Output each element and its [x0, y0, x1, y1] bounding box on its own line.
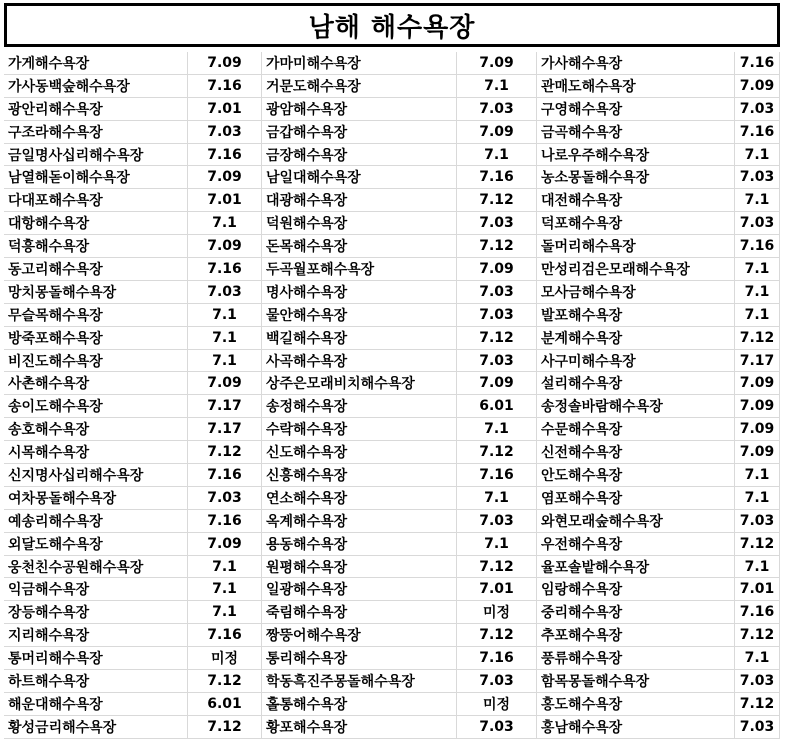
beach-name: 학동흑진주몽돌해수욕장	[262, 670, 457, 693]
beach-name: 비진도해수욕장	[4, 350, 188, 373]
beach-name: 덕흥해수욕장	[4, 235, 188, 258]
opening-date: 7.1	[188, 212, 262, 235]
opening-date: 7.12	[457, 441, 537, 464]
beach-name: 원평해수욕장	[262, 556, 457, 579]
opening-date: 7.12	[735, 693, 780, 716]
opening-date: 7.12	[735, 533, 780, 556]
beach-name: 대광해수욕장	[262, 189, 457, 212]
beach-name: 와현모래숲해수욕장	[537, 510, 735, 533]
beach-name: 우전해수욕장	[537, 533, 735, 556]
beach-name: 상주은모래비치해수욕장	[262, 372, 457, 395]
beach-name: 돌머리해수욕장	[537, 235, 735, 258]
beach-name: 두곡월포해수욕장	[262, 258, 457, 281]
opening-date: 7.12	[457, 235, 537, 258]
opening-date: 6.01	[188, 693, 262, 716]
beach-name: 하트해수욕장	[4, 670, 188, 693]
opening-date: 7.01	[188, 98, 262, 121]
opening-date: 7.09	[735, 418, 780, 441]
opening-date: 7.03	[735, 98, 780, 121]
opening-date: 7.16	[188, 464, 262, 487]
beach-name: 안도해수욕장	[537, 464, 735, 487]
opening-date: 7.03	[735, 166, 780, 189]
beach-name: 무슬목해수욕장	[4, 304, 188, 327]
beach-name: 수락해수욕장	[262, 418, 457, 441]
beach-name: 만성리검은모래해수욕장	[537, 258, 735, 281]
opening-date: 7.12	[735, 624, 780, 647]
opening-date: 7.1	[735, 647, 780, 670]
beach-name: 익금해수욕장	[4, 578, 188, 601]
opening-date: 7.1	[188, 350, 262, 373]
opening-date: 7.1	[735, 464, 780, 487]
opening-date: 7.1	[188, 601, 262, 624]
beach-name: 금일명사십리해수욕장	[4, 144, 188, 167]
beach-name: 수문해수욕장	[537, 418, 735, 441]
opening-date: 7.16	[188, 75, 262, 98]
beach-name: 덕포해수욕장	[537, 212, 735, 235]
beach-name: 광암해수욕장	[262, 98, 457, 121]
opening-date: 7.09	[188, 52, 262, 75]
opening-date: 7.1	[735, 189, 780, 212]
opening-date: 7.03	[735, 212, 780, 235]
beach-name: 가마미해수욕장	[262, 52, 457, 75]
beach-name: 송호해수욕장	[4, 418, 188, 441]
beach-name: 율포솔밭해수욕장	[537, 556, 735, 579]
beach-name: 홍남해수욕장	[537, 716, 735, 739]
beach-name: 동고리해수욕장	[4, 258, 188, 281]
beach-name: 함목몽돌해수욕장	[537, 670, 735, 693]
beach-name: 통리해수욕장	[262, 647, 457, 670]
opening-date: 7.03	[188, 281, 262, 304]
title-box	[4, 3, 780, 47]
beach-name: 여차몽돌해수욕장	[4, 487, 188, 510]
opening-date: 7.17	[188, 395, 262, 418]
beach-name: 덕원해수욕장	[262, 212, 457, 235]
opening-date: 7.01	[188, 189, 262, 212]
opening-date: 7.09	[188, 166, 262, 189]
beach-name: 연소해수욕장	[262, 487, 457, 510]
beach-name: 죽림해수욕장	[262, 601, 457, 624]
opening-date: 미정	[457, 601, 537, 624]
opening-date: 7.01	[457, 578, 537, 601]
opening-date: 7.16	[457, 647, 537, 670]
beach-name: 금곡해수욕장	[537, 121, 735, 144]
beach-name: 일광해수욕장	[262, 578, 457, 601]
beach-name: 홀통해수욕장	[262, 693, 457, 716]
opening-date: 7.09	[188, 533, 262, 556]
opening-date: 7.1	[735, 487, 780, 510]
beach-name: 신도해수욕장	[262, 441, 457, 464]
beach-name: 추포해수욕장	[537, 624, 735, 647]
opening-date: 7.16	[457, 464, 537, 487]
beach-name: 황성금리해수욕장	[4, 716, 188, 739]
opening-date: 7.17	[735, 350, 780, 373]
opening-date: 7.1	[188, 327, 262, 350]
beach-name: 명사해수욕장	[262, 281, 457, 304]
beach-name: 사곡해수욕장	[262, 350, 457, 373]
beach-name: 대전해수욕장	[537, 189, 735, 212]
opening-date: 7.17	[188, 418, 262, 441]
opening-date: 7.1	[735, 258, 780, 281]
opening-date: 7.16	[735, 235, 780, 258]
opening-date: 7.09	[457, 372, 537, 395]
opening-date: 7.16	[188, 258, 262, 281]
opening-date: 7.1	[457, 144, 537, 167]
opening-date: 7.09	[735, 75, 780, 98]
opening-date: 7.03	[457, 304, 537, 327]
opening-date: 7.03	[457, 716, 537, 739]
beach-name: 금장해수욕장	[262, 144, 457, 167]
opening-date: 7.12	[188, 716, 262, 739]
opening-date: 7.1	[735, 556, 780, 579]
beach-name: 장등해수욕장	[4, 601, 188, 624]
beach-name: 통머리해수욕장	[4, 647, 188, 670]
beach-name: 물안해수욕장	[262, 304, 457, 327]
opening-date: 7.16	[735, 601, 780, 624]
opening-date: 7.09	[735, 395, 780, 418]
beach-name: 송정해수욕장	[262, 395, 457, 418]
opening-date: 7.03	[457, 212, 537, 235]
beach-name: 외달도해수욕장	[4, 533, 188, 556]
beach-name: 금갑해수욕장	[262, 121, 457, 144]
beach-name: 송이도해수욕장	[4, 395, 188, 418]
opening-date: 7.16	[188, 144, 262, 167]
opening-date: 7.12	[457, 327, 537, 350]
opening-date: 7.12	[457, 624, 537, 647]
beach-name: 임랑해수욕장	[537, 578, 735, 601]
opening-date: 7.1	[457, 487, 537, 510]
beach-name: 웅천친수공원해수욕장	[4, 556, 188, 579]
opening-date: 7.16	[188, 624, 262, 647]
beach-name: 용동해수욕장	[262, 533, 457, 556]
opening-date: 7.03	[457, 281, 537, 304]
opening-date: 7.16	[735, 52, 780, 75]
beach-name: 송정솔바람해수욕장	[537, 395, 735, 418]
beach-name: 황포해수욕장	[262, 716, 457, 739]
opening-date: 7.09	[457, 121, 537, 144]
opening-date: 7.03	[735, 670, 780, 693]
beach-name: 발포해수욕장	[537, 304, 735, 327]
opening-date: 7.1	[735, 281, 780, 304]
beach-table	[4, 52, 780, 739]
opening-date: 7.1	[457, 75, 537, 98]
opening-date: 7.09	[457, 258, 537, 281]
opening-date: 7.1	[735, 304, 780, 327]
beach-name: 가게해수욕장	[4, 52, 188, 75]
opening-date: 7.1	[457, 533, 537, 556]
beach-name: 신전해수욕장	[537, 441, 735, 464]
beach-name: 지리해수욕장	[4, 624, 188, 647]
beach-name: 망치몽돌해수욕장	[4, 281, 188, 304]
beach-name: 염포해수욕장	[537, 487, 735, 510]
beach-name: 중리해수욕장	[537, 601, 735, 624]
opening-date: 7.03	[188, 487, 262, 510]
beach-name: 시목해수욕장	[4, 441, 188, 464]
beach-name: 남일대해수욕장	[262, 166, 457, 189]
opening-date: 7.03	[735, 716, 780, 739]
opening-date: 7.09	[735, 441, 780, 464]
opening-date: 7.16	[735, 121, 780, 144]
beach-name: 거문도해수욕장	[262, 75, 457, 98]
page-title: 남해 해수욕장	[308, 12, 476, 43]
opening-date: 7.03	[457, 350, 537, 373]
opening-date: 7.09	[188, 235, 262, 258]
opening-date: 7.16	[188, 510, 262, 533]
opening-date: 7.12	[735, 327, 780, 350]
beach-name: 설리해수욕장	[537, 372, 735, 395]
opening-date: 7.12	[188, 441, 262, 464]
opening-date: 7.01	[735, 578, 780, 601]
beach-name: 홍도해수욕장	[537, 693, 735, 716]
opening-date: 7.1	[188, 304, 262, 327]
beach-name: 백길해수욕장	[262, 327, 457, 350]
beach-name: 나로우주해수욕장	[537, 144, 735, 167]
beach-name: 가사해수욕장	[537, 52, 735, 75]
opening-date: 6.01	[457, 395, 537, 418]
beach-name: 해운대해수욕장	[4, 693, 188, 716]
beach-name: 대항해수욕장	[4, 212, 188, 235]
beach-name: 예송리해수욕장	[4, 510, 188, 533]
opening-date: 7.1	[188, 556, 262, 579]
beach-name: 옥계해수욕장	[262, 510, 457, 533]
beach-name: 사구미해수욕장	[537, 350, 735, 373]
opening-date: 7.09	[188, 372, 262, 395]
beach-name: 풍류해수욕장	[537, 647, 735, 670]
beach-name: 농소몽돌해수욕장	[537, 166, 735, 189]
opening-date: 7.03	[735, 510, 780, 533]
beach-name: 신지명사십리해수욕장	[4, 464, 188, 487]
opening-date: 7.09	[457, 52, 537, 75]
beach-name: 구조라해수욕장	[4, 121, 188, 144]
beach-name: 광안리해수욕장	[4, 98, 188, 121]
opening-date: 7.1	[457, 418, 537, 441]
beach-name: 짱뚱어해수욕장	[262, 624, 457, 647]
beach-name: 다대포해수욕장	[4, 189, 188, 212]
opening-date: 7.03	[457, 510, 537, 533]
beach-name: 관매도해수욕장	[537, 75, 735, 98]
opening-date: 7.03	[457, 670, 537, 693]
opening-date: 7.16	[457, 166, 537, 189]
opening-date: 7.03	[457, 98, 537, 121]
opening-date: 미정	[188, 647, 262, 670]
beach-name: 가사동백숲해수욕장	[4, 75, 188, 98]
opening-date: 7.03	[188, 121, 262, 144]
beach-name: 신흥해수욕장	[262, 464, 457, 487]
beach-name: 분계해수욕장	[537, 327, 735, 350]
beach-name: 사촌해수욕장	[4, 372, 188, 395]
opening-date: 7.09	[735, 372, 780, 395]
beach-name: 방죽포해수욕장	[4, 327, 188, 350]
opening-date: 7.1	[735, 144, 780, 167]
beach-name: 모사금해수욕장	[537, 281, 735, 304]
beach-name: 구영해수욕장	[537, 98, 735, 121]
opening-date: 7.1	[188, 578, 262, 601]
opening-date: 7.12	[457, 556, 537, 579]
beach-name: 돈목해수욕장	[262, 235, 457, 258]
beach-name: 남열해돋이해수욕장	[4, 166, 188, 189]
opening-date: 7.12	[457, 189, 537, 212]
opening-date: 미정	[457, 693, 537, 716]
opening-date: 7.12	[188, 670, 262, 693]
